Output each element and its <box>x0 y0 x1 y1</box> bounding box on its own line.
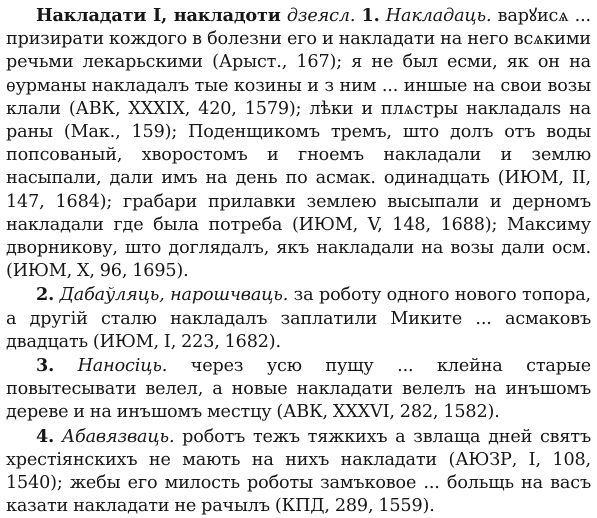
headword: Накладати I, накладоти <box>36 5 281 26</box>
section-number: 1. <box>361 5 380 26</box>
section-text: роботъ тежъ тяжкихъ а звлаща дней святъ хрестіянскихъ не мають на нихъ накладати (АЮЗР, I, 108, 1540); жебы его милость роботы замъковое ... больщь на васъ казати накладати не рачылъ (КПД, 289, 1559). <box>6 426 591 517</box>
section-definition: Накладаць. <box>385 6 492 26</box>
section-definition: Наносіць. <box>77 356 168 377</box>
section-number: 2. <box>36 284 55 306</box>
grammar-label: дзеясл. <box>286 6 356 26</box>
section-number: 4. <box>36 425 55 447</box>
section-text: через усю пущу ... клейна старые повытесывати велел, а новые накладати велелъ на инъшомъ дереве и на инъшомъ местцу (АВК, XXXVI, 282, 1582). <box>6 356 591 423</box>
entry-section-1 <box>6 4 591 283</box>
entry-section-2 <box>6 283 591 354</box>
entry-section-3 <box>6 354 591 425</box>
section-definition: Дабаўляць, нарошчваць. <box>59 285 289 306</box>
section-text: варꙋисѧ ... призирати кождого в болезни его и накладати на него всѧкими речьми лекарьскими (Арыст., 167); я не был есми, як он на ѳурманы накладалъ тые козины и з ним ... иншые на свои возы клали (АВК, XXXIX, 420, 1579); лѣки и плѧстры накладалѕ на раны (Мак., 159); Поденщикомъ тремъ, што долъ отъ воды попсованый, хворостомъ и гноемъ накладали и землю насыпали, дали имъ на день по асмак. одинадцать (ИЮМ, II, 147, 1684); грабари прилавки землею высыпали и дерномъ накладали где была потреба (ИЮМ, V, 148, 1688); Максиму дворникову, што доглядалъ, якъ накладали на возы дали осм. (ИЮМ, X, 96, 1695). <box>6 6 591 282</box>
section-number: 3. <box>36 355 55 377</box>
section-definition: Абавязваць. <box>61 426 175 447</box>
section-text: за роботу одного нового топора, а другій сталю накладалъ заплатили Миките ... асмаковъ двадцать (ИЮМ, I, 223, 1682). <box>6 285 591 352</box>
